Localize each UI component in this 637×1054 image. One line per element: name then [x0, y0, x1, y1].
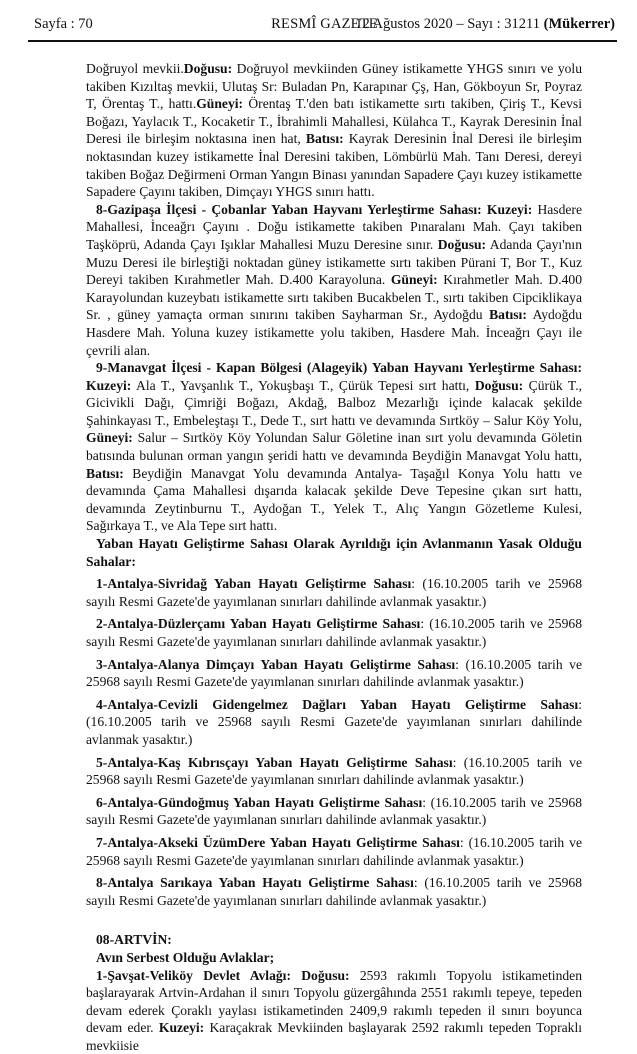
header-rule	[28, 40, 617, 42]
item-heading: 6-Antalya-Gündoğmuş Yaban Hayatı Geliştirme Sahası	[96, 795, 422, 810]
area-heading: 9-Manavgat İlçesi - Kapan Bölgesi (Alageyik) Yaban Hayvanı Yerleştirme Sahası: Kuzeyi:	[86, 360, 582, 393]
item-text: : (16.10.2005 tarih ve 25968 sayılı Resmi Gazete'de yayımlanan sınırları dahilinde avlanmak yasaktır.)	[86, 616, 582, 649]
list-item	[86, 874, 582, 909]
text: Doğruyol mevkiinden Güney istikamette YHGS sınırı ve yolu takiben Kızıltaş mevkii, Ulutaş Sr: Buladan Pn, Karapınar Çş, Han, Gökboyun Sr, Poyraz T, Örentaş T., hattı.	[86, 61, 582, 111]
text: Örentaş T.'den batı istikamette sırtı takiben, Çiriş T., Kevsi Boğazı, Yaylacık T., Kocaketir T., İbrahimli Mahallesi, Külahca T., Kayrak Deresinin İnal Deresi ile birleşim noktasına inen hat,	[86, 96, 582, 146]
text: Kırahmetler Mah. D.400 Karayolundan kuzeybatı istikamette sırtı takiben Bucakbelen T., sırtı takiben Cipciklikaya Sr. , güney yamaçta orman sınırını takiben Sayharman Sr., Aydoğdu	[86, 272, 582, 322]
issue-date: 12 Ağustos 2020 – Sayı : 31211	[355, 16, 540, 32]
item-heading: 8-Antalya Sarıkaya Yaban Hayatı Geliştirme Sahası	[96, 875, 414, 890]
area-heading: 8-Gazipaşa İlçesi - Çobanlar Yaban Hayvanı Yerleştirme Sahası: Kuzeyi:	[96, 202, 532, 217]
province-heading	[86, 931, 582, 949]
text: Kayrak Deresinin İnal Deresi ile birleşim noktasından kuzey istikamette İnal Deresini takiben, Lömbürlü Mah. Tanı Deresi, dereyi takiben Boğaz Değirmeni Orman Yangın Binası yanından Sapadere Çayı kuzey istikamette Sapadere Çayını takiben, Dimçayı YHGS sınırı hattı.	[86, 131, 582, 199]
item-text: : (16.10.2005 tarih ve 25968 sayılı Resmi Gazete'de yayımlanan sınırları dahilinde avlanmak yasaktır.)	[86, 576, 582, 609]
sub-heading-text: Avın Serbest Olduğu Avlaklar;	[96, 950, 274, 965]
list-item	[86, 754, 582, 789]
area-heading: 1-Şavşat-Veliköy Devlet Avlağı: Doğusu:	[96, 968, 350, 983]
text: Hasdere Mahallesi, İnceağrı Çayını . Doğu istikamette takiben Pınaralanı Mah. Çayı takiben Taşköprü, Adanda Çayı Işıklar Mahallesi Muzu Deresine sınır.	[86, 202, 582, 252]
paragraph-savsat-velikoy	[86, 967, 582, 1054]
gazette-title: RESMÎ GAZETE	[271, 16, 378, 33]
item-text: : (16.10.2005 tarih ve 25968 sayılı Resmi Gazete'de yayımlanan sınırları dahilinde avlanmak yasaktır.)	[86, 657, 582, 690]
item-heading: 4-Antalya-Cevizli Gidengelmez Dağları Yaban Hayatı Geliştirme Sahası	[96, 697, 578, 712]
direction-label: Batısı:	[483, 307, 527, 322]
item-heading: 5-Antalya-Kaş Kıbrısçayı Yaban Hayatı Geliştirme Sahası	[96, 755, 453, 770]
list-item	[86, 696, 582, 749]
direction-label: Doğusu:	[433, 237, 486, 252]
section-heading	[86, 535, 582, 570]
item-heading: 2-Antalya-Düzlerçamı Yaban Hayatı Geliştirme Sahası	[96, 616, 420, 631]
text: Ala T., Yavşanlık T., Yokuşbaşı T., Çürük Tepesi sırt hattı,	[131, 378, 469, 393]
text: 2593 rakımlı Topyolu istikametinden başlarayarak Artvin-Ardahan il sınırı Topyolu güzergâhında 2551 rakımlı tepeye, tepeden devam ederek Çoraklı yaylası istikametinden 2409,9 rakımlı tepeden il sınırı boyunca devam eder.	[86, 968, 582, 1036]
document-body	[86, 60, 582, 1054]
item-heading: 3-Antalya-Alanya Dimçayı Yaban Hayatı Geliştirme Sahası	[96, 657, 455, 672]
paragraph-dimcayi-boundaries	[86, 60, 582, 201]
issue-info	[355, 16, 615, 33]
direction-label: Doğusu:	[184, 61, 232, 76]
item-text: : (16.10.2005 tarih ve 25968 sayılı Resmi Gazete'de yayımlanan sınırları dahilinde avlanmak yasaktır.)	[86, 875, 582, 908]
direction-label: Güneyi:	[385, 272, 437, 287]
direction-label: Batısı:	[301, 131, 344, 146]
page-header	[34, 16, 615, 38]
paragraph-manavgat-kapan	[86, 359, 582, 535]
item-text: : (16.10.2005 tarih ve 25968 sayılı Resmi Gazete'de yayımlanan sınırları dahilinde avlanmak yasaktır.)	[86, 795, 582, 828]
text: Aydoğdu Hasdere Mah. Yoluna kuzey istikamette yolu takiben, Hasdere Mah. İnceağrı Çayı ile çevrili alan.	[86, 307, 582, 357]
item-heading: 1-Antalya-Sivridağ Yaban Hayatı Geliştirme Sahası	[96, 576, 411, 591]
list-item	[86, 615, 582, 650]
paragraph-gazipasa-cobanlar	[86, 201, 582, 359]
list-item	[86, 794, 582, 829]
text: Salur – Sırtköy Köy Yolundan Salur Göletine inan sırt yolu devamında Göletin batısında bulunan orman yangın şeridi hattı ve devamında Beydiğin Manavgat Yolu hattı,	[86, 430, 582, 463]
text: Adanda Çayı'nın Muzu Deresi ile birleştiği noktadan güney istikamette sırtı takiben Pürani T, Bor T., Kuz Dereyi takiben Kırahmetler Mah. D.400 Karayoluna.	[86, 237, 582, 287]
direction-label: Doğusu:	[469, 378, 523, 393]
list-item	[86, 834, 582, 869]
item-text: : (16.10.2005 tarih ve 25968 sayılı Resmi Gazete'de yayımlanan sınırları dahilinde avlanmak yasaktır.)	[86, 697, 582, 747]
list-item	[86, 656, 582, 691]
text: Beydiğin Manavgat Yolu devamında Antalya- Taşağıl Konya Yolu hattı ve devamında Çama Mahallesi dışarıda kalacak şekilde Deve Tepesine çıkan sırt hattı, devamında Zeytinburnu T., Aydoğan T., Yelek T., Alıç Yangın Gözetleme Kulesi, Sağırkaya T., ve Ala Tepe sırt hattı.	[86, 466, 582, 534]
item-text: : (16.10.2005 tarih ve 25968 sayılı Resmi Gazete'de yayımlanan sınırları dahilinde avlanmak yasaktır.)	[86, 835, 582, 868]
issue-extra: (Mükerrer)	[544, 16, 615, 32]
direction-label: Güneyi:	[196, 96, 243, 111]
direction-label: Kuzeyi:	[154, 1020, 205, 1035]
text: Doğruyol mevkii.	[86, 61, 184, 76]
direction-label: Güneyi:	[86, 430, 133, 445]
item-heading: 7-Antalya-Akseki ÜzümDere Yaban Hayatı Geliştirme Sahası	[96, 835, 460, 850]
text: Çürük T., Gicivikli Dağı, Çimriği Boğazı, Akdağ, Balboz Mezarlığı içinde kalacak şekilde Şahinkayası T., Embeleştaşı T., Dede T., sırt hattı ve devamında Sırtköy – Salur Köy Yolu,	[86, 378, 582, 428]
sub-heading	[86, 949, 582, 967]
page-number: Sayfa : 70	[34, 16, 93, 33]
province-heading-text: 08-ARTVİN:	[96, 932, 172, 947]
text: Karaçakrak Mevkiinden başlayarak 2592 rakımlı tepeden Topraklı mevkiisie	[86, 1020, 582, 1053]
direction-label: Batısı:	[86, 466, 124, 481]
section-heading-text: Yaban Hayatı Geliştirme Sahası Olarak Ayrıldığı için Avlanmanın Yasak Olduğu Sahalar:	[86, 536, 582, 569]
item-text: : (16.10.2005 tarih ve 25968 sayılı Resmi Gazete'de yayımlanan sınırları dahilinde avlanmak yasaktır.)	[86, 755, 582, 788]
list-item	[86, 575, 582, 610]
